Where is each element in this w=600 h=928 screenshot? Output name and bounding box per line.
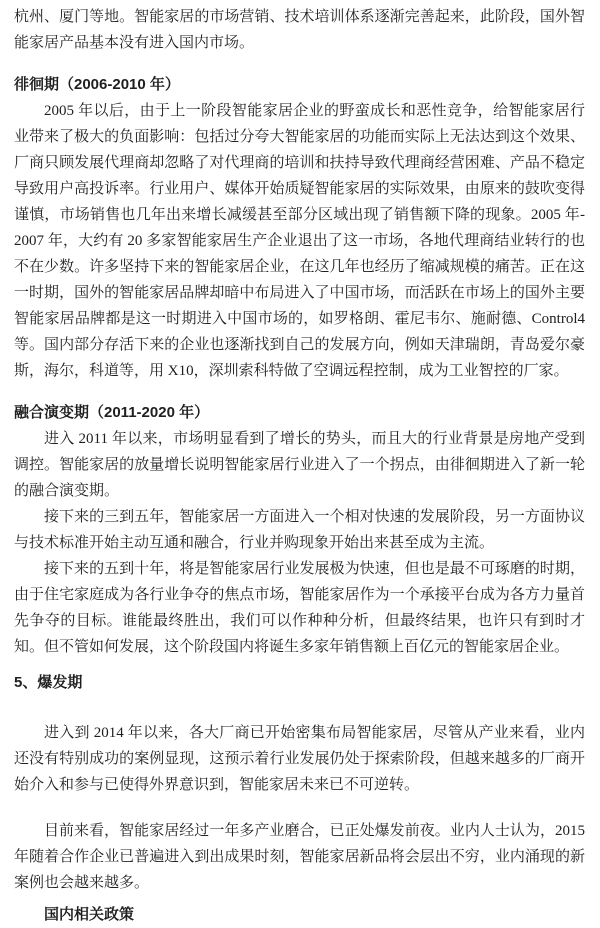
paragraph-outbreak-2014: 进入到 2014 年以来，各大厂商已开始密集布局智能家居，尽管从产业来看，业内还没有特别成功的案例显现，这预示着行业发展仍处于探索阶段，但越来越多的厂商开始介入和参与已使得外界意识到，智能家居未来已不可逆转。 (14, 725, 585, 793)
paragraph-fusion-three-to-five-years: 接下来的三到五年，智能家居一方面进入一个相对快速的发展阶段，另一方面协议与技术标准开始主动互通和融合，行业并购现象开始出来甚至成为主流。 (14, 509, 585, 551)
paragraph-wandering-period: 2005 年以后，由于上一阶段智能家居企业的野蛮成长和恶性竞争，给智能家居行业带来了极大的负面影响：包括过分夸大智能家居的功能而实际上无法达到这个效果、厂商只顾发展代理商却忽略了对代理商的培训和扶持导致代理商经营困难、产品不稳定导致用户高投诉率。行业用户、媒体开始质疑智能家居的实际效果，由原来的鼓吹变得谨慎，市场销售也几年出来增长减缓甚至部分区域出现了销售额下降的现象。2005 年-2007 年，大约有 20 多家智能家居生产企业退出了这一市场，各地代理商结业转行的也不在少数。许多坚持下来的智能家居企业，在这几年也经历了缩减规模的痛苦。正在这一时期，国外的智能家居品牌却暗中布局进入了中国市场，而活跃在市场上的国外主要智能家居品牌都是这一时期进入中国市场的，如罗格朗、霍尼韦尔、施耐德、Control4 等。国内部分存活下来的企业也逐渐找到自己的发展方向，例如天津瑞朗，青岛爱尔豪斯，海尔，科道等，用 X10，深圳索科特做了空调远程控制，成为工业智控的厂家。 (14, 103, 585, 379)
paragraph-fusion-five-to-ten-years: 接下来的五到十年，将是智能家居行业发展极为快速，但也是最不可琢磨的时期，由于住宅家庭成为各行业争夺的焦点市场，智能家居作为一个承接平台成为各方力量首先争夺的目标。谁能最终胜出，我们可以作种种分析，但最终结果，也许只有到时才知。但不管如何发展，这个阶段国内将诞生多家年销售额上百亿元的智能家居企业。 (14, 561, 585, 655)
paragraph-fusion-growth: 进入 2011 年以来，市场明显看到了增长的势头，而且大的行业背景是房地产受到调控。智能家居的放量增长说明智能家居行业进入了一个拐点，由徘徊期进入了新一轮的融合演变期。 (14, 431, 585, 499)
paragraph-intro-continuation: 杭州、厦门等地。智能家居的市场营销、技术培训体系逐渐完善起来，此阶段，国外智能家居产品基本没有进入国内市场。 (14, 9, 585, 51)
paragraph-outbreak-2015: 目前来看，智能家居经过一年多产业磨合，已正处爆发前夜。业内人士认为，2015 年随着合作企业已普遍进入到出成果时刻，智能家居新品将会层出不穷，业内涌现的新案例也会越来越多。 (14, 823, 585, 891)
heading-outbreak-period: 5、爆发期 (14, 674, 83, 691)
heading-domestic-policies: 国内相关政策 (44, 906, 135, 923)
document-page (14, 4, 585, 925)
heading-wandering-period: 徘徊期（2006-2010 年） (14, 76, 180, 93)
heading-fusion-evolution-period: 融合演变期（2011-2020 年） (14, 404, 210, 421)
